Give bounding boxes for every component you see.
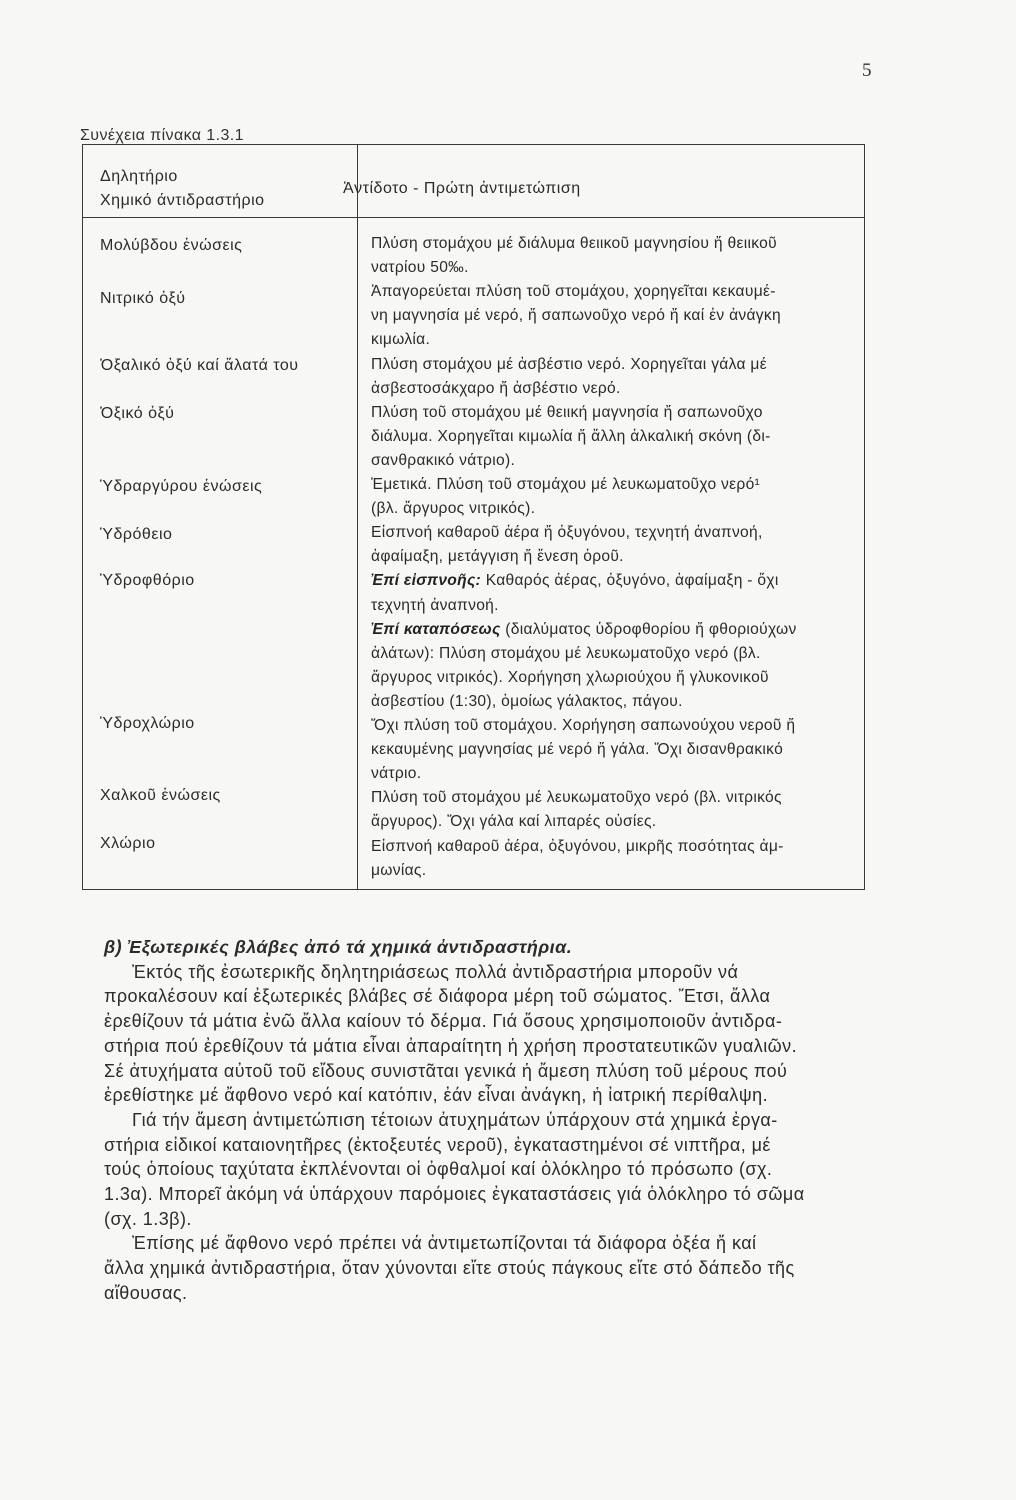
antidote-line: Ἐπί καταπόσεως (διαλύματος ὑδροφθορίου ἤ φθοριούχων [371,620,797,638]
page-number: 5 [862,60,872,81]
antidote-line: ἀλάτων): Πλύση στομάχου μέ λευκωματοῦχο νερό (βλ. [371,644,761,662]
paragraph-line: προκαλέσουν καί ἐξωτερικές βλάβες σέ διάφορα μέρη τοῦ σώματος. Ἔτσι, ἄλλα [104,986,771,1007]
section-heading: β) Ἐξωτερικές βλάβες ἀπό τά χημικά ἀντιδραστήρια. [104,937,573,957]
paragraph-line: αἴθουσας. [104,1282,188,1303]
external-injuries-section [104,935,914,1306]
poison-name: Ὀξαλικό ὀξύ καί ἅλατά του [100,357,299,374]
antidote-line: νη μαγνησία μέ νερό, ἤ σαπωνοῦχο νερό ἤ καί ἐν ἀνάγκη [371,307,781,325]
antidote-line: μωνίας. [371,861,427,879]
antidote-line: κιμωλία. [371,331,431,349]
paragraph-line: ἐρεθίζουν τά μάτια ἐνῶ ἄλλα καίουν τό δέρμα. Γιά ὅσους χρησιμοποιοῦν ἀντιδρα- [104,1011,783,1032]
paragraph-line: τούς ὁποίους ταχύτατα ἐκπλένονται οἱ ὀφθαλμοί καί ὁλόκληρο τό πρόσωπο (σχ. [104,1159,773,1180]
antidote-line: Ὄχι πλύση τοῦ στομάχου. Χορήγηση σαπωνούχου νεροῦ ἤ [371,717,796,734]
antidote-emphasis: Ἐπί καταπόσεως [371,620,501,638]
paragraph-line: στήρια πού ἐρεθίζουν τά μάτια εἶναι ἀπαραίτητη ἡ χρήση προστατευτικῶν γυαλιῶν. [104,1035,798,1056]
poison-name: Ὑδροχλώριο [100,715,195,732]
section-body [104,960,914,1306]
paragraph-line: ἐρεθίστηκε μέ ἄφθονο νερό καί κατόπιν, ἐάν εἶναι ἀνάγκη, ἡ ἰατρική περίθαλψη. [104,1085,769,1106]
antidote-line: Εἰσπνοή καθαροῦ ἀέρα ἤ ὀξυγόνου, τεχνητή ἀναπνοή, [371,524,763,542]
paragraph-line: Σέ ἀτυχήματα αὐτοῦ τοῦ εἴδους συνιστᾶται γενικά ἡ ἄμεση πλύση τοῦ μέρους πού [104,1060,788,1081]
antidote-line: ἀσβεστοσάκχαρο ἤ ἀσβέστιο νερό. [371,379,621,397]
antidote-line: κεκαυμένης μαγνησίας μέ νερό ἤ γάλα. Ὄχι δισανθρακικό [371,741,784,759]
paragraph-line: ἄλλα χημικά ἀντιδραστήρια, ὅταν χύνονται εἴτε στούς πάγκους εἴτε στό δάπεδο τῆς [104,1258,795,1279]
antidote-line: νατρίου 50‰. [371,259,469,277]
antidote-line: Ἐμετικά. Πλύση τοῦ στομάχου μέ λευκωματοῦχο νερό¹ [371,476,761,493]
antidote-line: Πλύση τοῦ στομάχου μέ λευκωματοῦχο νερό (βλ. νιτρικός [371,789,782,807]
antidote-table [82,144,865,890]
antidote-line: Πλύση τοῦ στομάχου μέ θειική μαγνησία ἤ σαπωνοῦχο [371,403,763,421]
poison-name: Ὑδροφθόριο [100,572,195,589]
antidote-line: σανθρακικό νάτριο). [371,451,516,469]
header-poison [100,165,265,213]
antidote-emphasis: Ἐπί εἰσπνοῆς: [371,572,482,590]
poison-name: Ὑδρόθειο [100,526,173,543]
antidote-line: διάλυμα. Χορηγεῖται κιμωλία ἤ ἄλλη ἀλκαλική σκόνη (δι- [371,427,771,445]
poison-name: Χλώριο [100,835,156,852]
header-poison-line-2: Χημικό άντιδραστήριο [100,192,265,209]
header-poison-line-1: Δηλητήριο [100,168,178,185]
antidote-line: (βλ. ἄργυρος νιτρικός). [371,500,536,518]
antidote-line: τεχνητή ἀναπνοή. [371,596,499,614]
antidote-line: νάτριο. [371,765,422,783]
antidote-line: ἀσβεστίου (1:30), ὁμοίως γάλακτος, πάγου. [371,692,683,710]
paragraph-line: Ἐκτός τῆς ἐσωτερικῆς δηλητηριάσεως πολλά ἀντιδραστήρια μποροῦν νά [132,961,739,982]
poison-name: Μολύβδου ἑνώσεις [100,237,243,254]
poison-name: Χαλκοῦ ἑνώσεις [100,787,221,804]
antidote-line: ἄργυρος νιτρικός). Χορήγηση χλωριούχου ἤ γλυκονικοῦ [371,668,769,686]
antidote-line: Πλύση στομάχου μέ ἀσβέστιο νερό. Χορηγεῖται γάλα μέ [371,355,767,373]
antidote-line: ἀφαίμαξη, μετάγγιση ἤ ἔνεση ὀροῦ. [371,548,624,566]
antidote-line: Πλύση στομάχου μέ διάλυμα θειικοῦ μαγνησίου ἤ θειικοῦ [371,235,777,252]
antidote-line: Ἐπί εἰσπνοῆς: Καθαρός ἀέρας, ὀξυγόνο, ἀφαίμαξη - ὄχι [371,572,779,590]
antidote-line: Ἀπαγορεύεται πλύση τοῦ στομάχου, χορηγεῖται κεκαυμέ- [371,283,776,301]
poison-name: Ὑδραργύρου ἑνώσεις [100,478,263,495]
paragraph-line: 1.3α). Μπορεῖ ἀκόμη νά ὑπάρχουν παρόμοιες ἐγκαταστάσεις γιά ὁλόκληρο τό σῶμα [104,1184,805,1205]
poison-name: Ὀξικό ὀξύ [100,405,175,422]
column-divider [357,145,358,889]
header-divider [83,217,864,218]
antidote-line: ἄργυρος). Ὄχι γάλα καί λιπαρές οὐσίες. [371,813,657,831]
table-caption: Συνέχεια πίνακα 1.3.1 [80,127,244,144]
paragraph-line: στήρια εἰδικοί καταιονητῆρες (ἐκτοξευτές νεροῦ), ἐγκαταστημένοι σέ νιπτῆρα, μέ [104,1134,771,1155]
paragraph-line: Ἐπίσης μέ ἄφθονο νερό πρέπει νά ἀντιμετωπίζονται τά διάφορα ὀξέα ἤ καί [132,1233,757,1254]
poison-name: Νιτρικό ὀξύ [100,290,186,307]
paragraph-line: (σχ. 1.3β). [104,1208,192,1229]
header-antidote: Ἀντίδοτο - Πρώτη ἀντιμετώπιση [343,180,581,197]
paragraph-line: Γιά τήν ἄμεση ἀντιμετώπιση τέτοιων ἀτυχημάτων ὑπάρχουν στά χημικά ἐργα- [132,1109,778,1130]
antidote-line: Εἰσπνοή καθαροῦ ἀέρα, ὀξυγόνου, μικρῆς ποσότητας ἀμ- [371,837,784,855]
